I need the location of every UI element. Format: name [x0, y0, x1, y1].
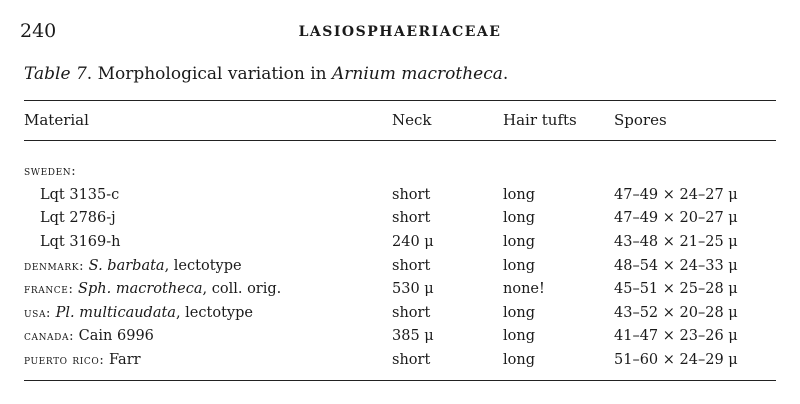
- section-heading-sweden: sweden:: [24, 164, 77, 179]
- cell-hair-tufts: long: [503, 352, 535, 368]
- cell-material: [24, 305, 253, 321]
- table-header-rule: [24, 140, 776, 141]
- column-header-neck: Neck: [392, 111, 432, 129]
- material-name: Farr: [108, 352, 141, 368]
- cell-hair-tufts: long: [503, 210, 535, 226]
- table-row: [0, 305, 800, 327]
- country-label: usa:: [24, 306, 52, 321]
- cell-spores: 47–49 × 20–27 μ: [614, 210, 738, 226]
- cell-hair-tufts: long: [503, 305, 535, 321]
- cell-neck: 530 μ: [392, 281, 434, 297]
- caption-text: . Morphological variation in: [86, 64, 332, 84]
- cell-spores: 48–54 × 24–33 μ: [614, 258, 738, 274]
- material-name: Pl. multicaudata: [55, 305, 176, 321]
- column-header-spores: Spores: [614, 111, 667, 129]
- cell-neck: 385 μ: [392, 328, 434, 344]
- material-name: Lqt 2786-j: [40, 210, 116, 226]
- table-label: Table 7: [24, 64, 87, 84]
- material-name: Lqt 3135-c: [40, 187, 120, 203]
- table-row: [0, 328, 800, 350]
- page-number: 240: [20, 20, 57, 42]
- cell-spores: 45–51 × 25–28 μ: [614, 281, 738, 297]
- cell-material: [40, 210, 116, 226]
- cell-material: [24, 328, 154, 344]
- cell-spores: 47–49 × 24–27 μ: [614, 187, 738, 203]
- table-caption: [24, 64, 508, 84]
- cell-spores: 41–47 × 23–26 μ: [614, 328, 738, 344]
- cell-neck: short: [392, 352, 431, 368]
- table-row: [0, 352, 800, 374]
- column-header-material: Material: [24, 111, 89, 129]
- cell-hair-tufts: long: [503, 258, 535, 274]
- material-note: , coll. orig.: [202, 281, 282, 297]
- cell-hair-tufts: long: [503, 328, 535, 344]
- cell-neck: short: [392, 305, 431, 321]
- cell-neck: short: [392, 187, 431, 203]
- cell-material: [40, 187, 119, 203]
- country-label: canada:: [24, 329, 75, 344]
- table-row: [0, 210, 800, 232]
- table-bottom-rule: [24, 380, 776, 381]
- country-label: puerto rico:: [24, 353, 105, 368]
- cell-spores: 51–60 × 24–29 μ: [614, 352, 738, 368]
- table-row: [0, 234, 800, 256]
- cell-material: [24, 258, 242, 274]
- material-note: , lectotype: [175, 305, 253, 321]
- cell-neck: short: [392, 258, 431, 274]
- cell-spores: 43–52 × 20–28 μ: [614, 305, 738, 321]
- cell-material: [24, 352, 141, 368]
- cell-hair-tufts: none!: [503, 281, 545, 297]
- material-name: Sph. macrotheca: [78, 281, 203, 297]
- material-name: S. barbata: [88, 258, 165, 274]
- table-row: [0, 258, 800, 280]
- table-row: [0, 281, 800, 303]
- column-header-hair-tufts: Hair tufts: [503, 111, 577, 129]
- caption-end: .: [502, 64, 509, 84]
- table-top-rule: [24, 100, 776, 101]
- caption-species: Arnium macrotheca: [331, 64, 503, 84]
- cell-material: [40, 234, 121, 250]
- table-row: [0, 187, 800, 209]
- material-name: Cain 6996: [78, 328, 154, 344]
- running-head: LASIOSPHAERIACEAE: [298, 24, 502, 40]
- cell-neck: 240 μ: [392, 234, 434, 250]
- cell-hair-tufts: long: [503, 234, 535, 250]
- country-label: france:: [24, 282, 74, 297]
- material-name: Lqt 3169-h: [40, 234, 121, 250]
- cell-material: [24, 281, 281, 297]
- cell-hair-tufts: long: [503, 187, 535, 203]
- country-label: denmark:: [24, 259, 85, 274]
- cell-spores: 43–48 × 21–25 μ: [614, 234, 738, 250]
- cell-neck: short: [392, 210, 431, 226]
- material-note: , lectotype: [164, 258, 242, 274]
